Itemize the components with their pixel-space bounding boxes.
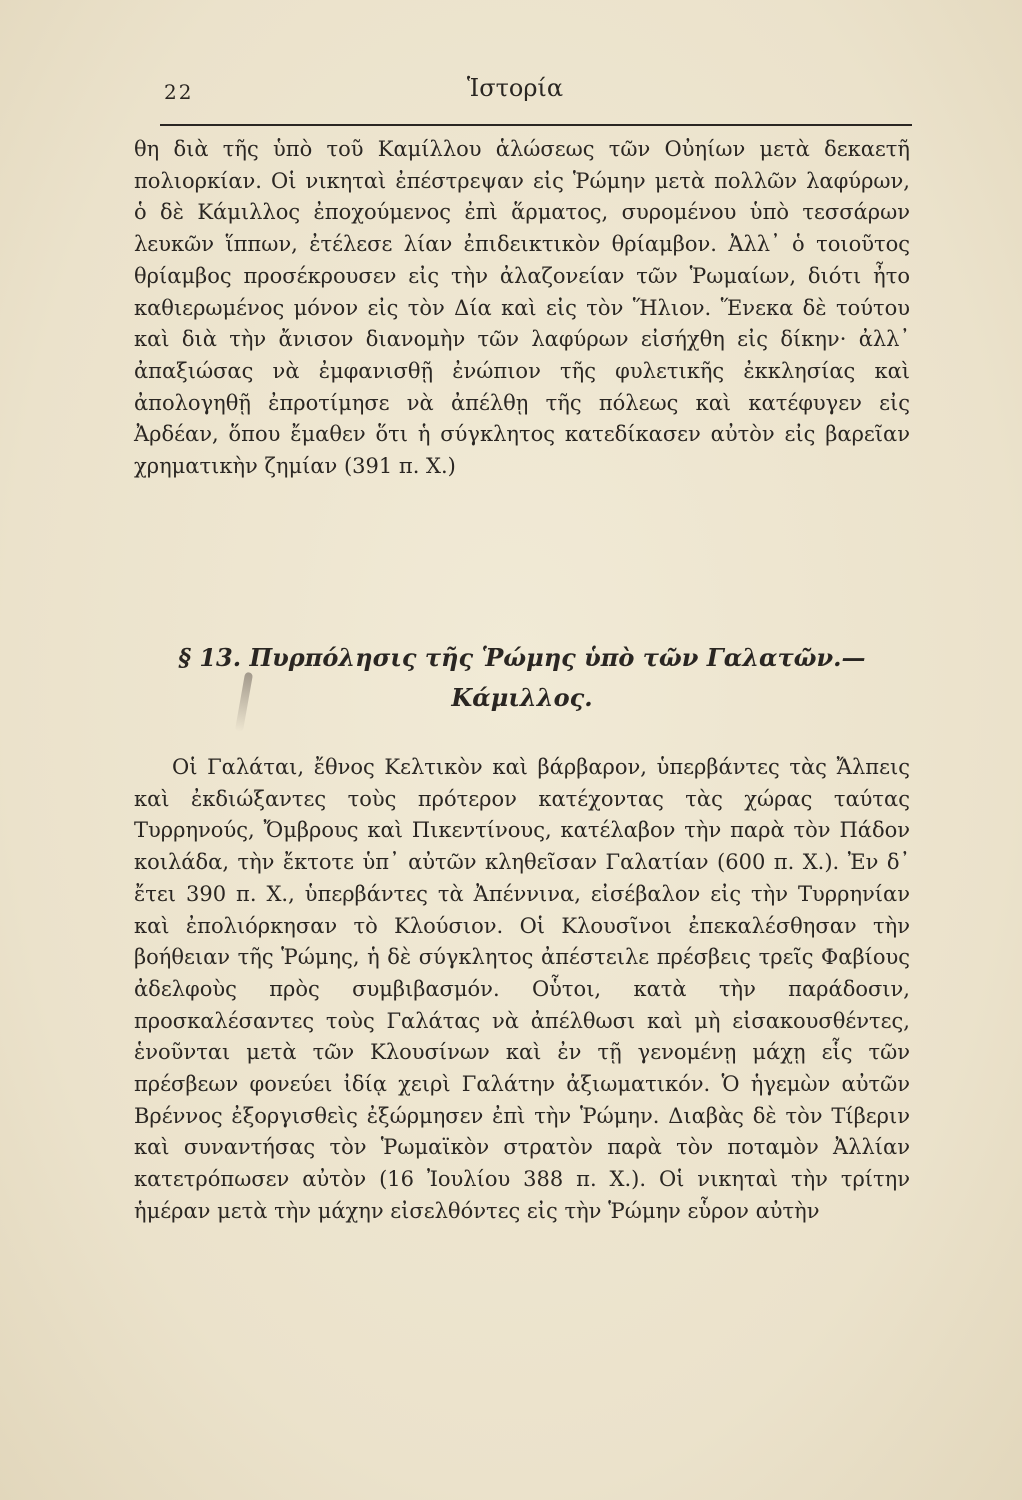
paragraph-continuation: θη διὰ τῆς ὑπὸ τοῦ Καμίλλου ἁλώσεως τῶν Οὐηίων μετὰ δεκαετῆ πολιορκίαν. Οἱ νικηταὶ ἐπέστρεψαν εἰς Ῥώμην μετὰ πολλῶν λαφύρων, ὁ δὲ Κάμιλλος ἐποχούμενος ἐπὶ ἅρματος, συρομένου ὑπὸ τεσσάρων λευκῶν ἵππων, ἐτέλεσε λίαν ἐπιδεικτικὸν θρίαμβον. Ἀλλ᾽ ὁ τοιοῦτος θρίαμβος προσέκρουσεν εἰς τὴν ἀλαζονείαν τῶν Ῥωμαίων, διότι ἦτο καθιερωμένος μόνον εἰς τὸν Δία καὶ εἰς τὸν Ἥλιον. Ἕνεκα δὲ τούτου καὶ διὰ τὴν ἄνισον διανομὴν τῶν λαφύρων εἰσήχθη εἰς δίκην· ἀλλ᾽ ἀπαξιώσας νὰ ἐμφανισθῇ ἐνώπιον τῆς φυλετικῆς ἐκκλησίας καὶ ἀπολογηθῇ ἐπροτίμησε νὰ ἀπέλθῃ τῆς πόλεως καὶ κατέφυγεν εἰς Ἀρδέαν, ὅπου ἔμαθεν ὅτι ἡ σύγκλητος κατεδίκασεν αὐτὸν εἰς βαρεῖαν χρηματικὴν ζημίαν (391 π. Χ.) xyxy=(134,137,910,479)
page-header xyxy=(120,72,910,112)
section-heading-line-2: Κάμιλλος. xyxy=(451,683,593,712)
header-rule xyxy=(160,124,912,126)
paragraph-section-13: Οἱ Γαλάται, ἔθνος Κελτικὸν καὶ βάρβαρον, ὑπερβάντες τὰς Ἄλπεις καὶ ἐκδιώξαντες τοὺς πρότερον κατέχοντας τὰς χώρας ταύτας Τυρρηνούς, Ὄμβρους καὶ Πικεντίνους, κατέλαβον τὴν παρὰ τὸν Πάδον κοιλάδα, τὴν ἔκτοτε ὑπ᾽ αὐτῶν κληθεῖσαν Γαλατίαν (600 π. Χ.). Ἐν δ᾽ ἔτει 390 π. Χ., ὑπερβάντες τὰ Ἀπέννινα, εἰσέβαλον εἰς τὴν Τυρρηνίαν καὶ ἐπολιόρκησαν τὸ Κλούσιον. Οἱ Κλουσῖνοι ἐπεκαλέσθησαν τὴν βοήθειαν τῆς Ῥώμης, ἡ δὲ σύγκλητος ἀπέστειλε πρέσβεις τρεῖς Φαβίους ἀδελφοὺς πρὸς συμβιβασμόν. Οὗτοι, κατὰ τὴν παράδοσιν, προσκαλέσαντες τοὺς Γαλάτας νὰ ἀπέλθωσι καὶ μὴ εἰσακουσθέντες, ἑνοῦνται μετὰ τῶν Κλουσίνων καὶ ἐν τῇ γενομένῃ μάχῃ εἷς τῶν πρέσβεων φονεύει ἰδίᾳ χειρὶ Γαλάτην ἀξιωματικόν. Ὁ ἡγεμὼν αὐτῶν Βρέννος ἐξοργισθεὶς ἐξώρμησεν ἐπὶ τὴν Ῥώμην. Διαβὰς δὲ τὸν Τίβεριν καὶ συναντήσας τὸν Ῥωμαϊκὸν στρατὸν παρὰ τὸν ποταμὸν Ἀλλίαν κατετρόπωσεν αὐτὸν (16 Ἰουλίου 388 π. Χ.). Οἱ νικηταὶ τὴν τρίτην ἡμέραν μετὰ τὴν μάχην εἰσελθόντες εἰς τὴν Ῥώμην εὗρον αὐτὴν xyxy=(134,755,910,1223)
page-number: 22 xyxy=(164,80,194,104)
section-heading-line-1: § 13. Πυρπόλησις τῆς Ῥώμης ὑπὸ τῶν Γαλατῶν.— xyxy=(178,643,866,672)
running-title: Ἱστορία xyxy=(466,74,564,102)
